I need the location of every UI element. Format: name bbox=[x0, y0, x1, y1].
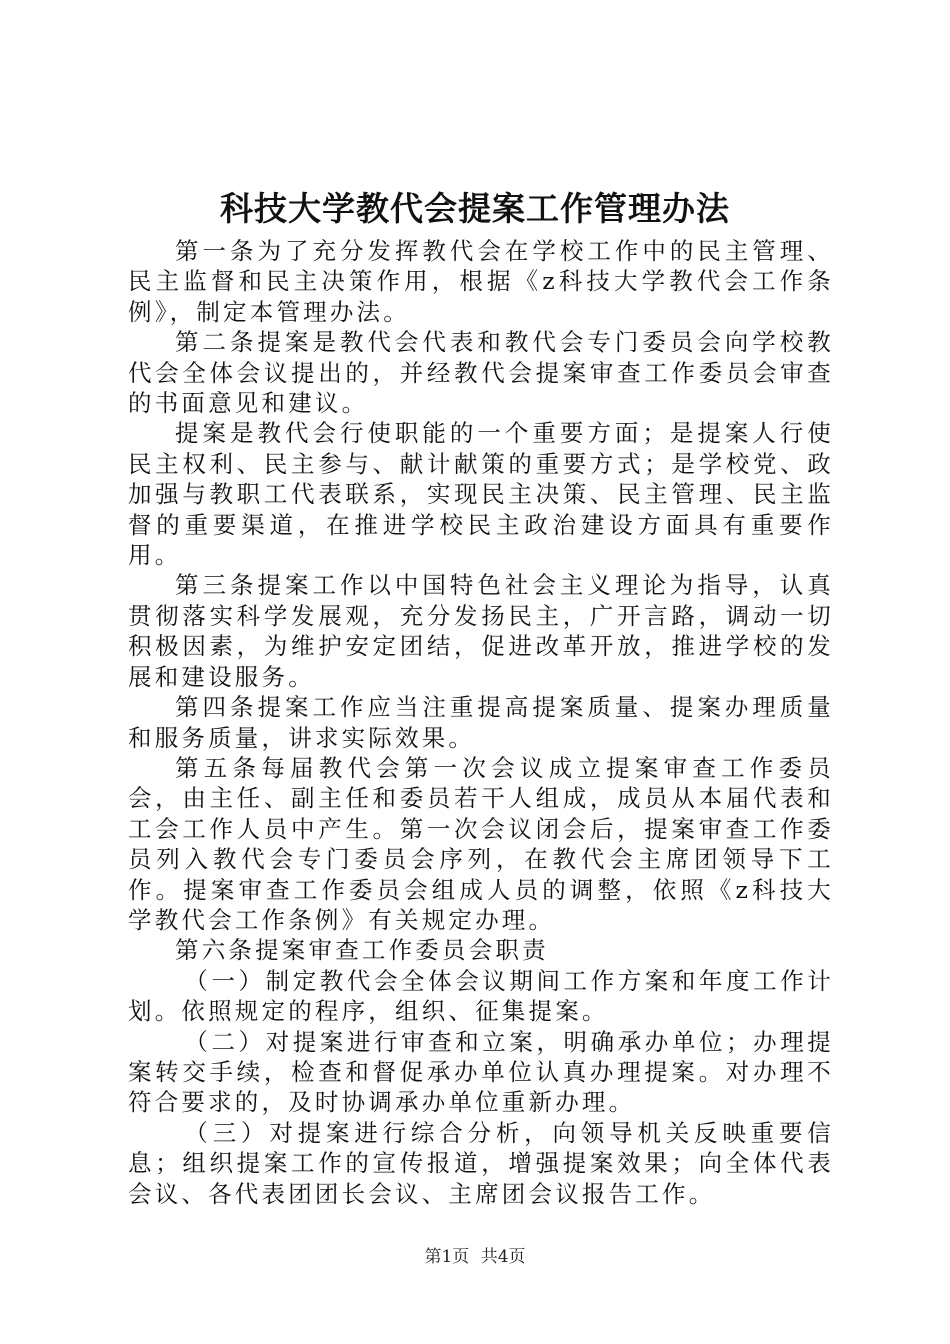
paragraph-item-2: （二）对提案进行审查和立案，明确承办单位；办理提案转交手续，检查和督促承办单位认真办理提案。对办理不符合要求的，及时协调承办单位重新办理。 bbox=[128, 1027, 834, 1117]
page-number: 第1页 bbox=[424, 1247, 470, 1267]
paragraph-item-1: （一）制定教代会全体会议期间工作方案和年度工作计划。依照规定的程序，组织、征集提案。 bbox=[128, 966, 834, 1026]
paragraph-article-2-detail: 提案是教代会行使职能的一个重要方面；是提案人行使民主权利、民主参与、献计献策的重要方式；是学校党、政加强与教职工代表联系，实现民主决策、民主管理、民主监督的重要渠道，在推进学校民主政治建设方面具有重要作用。 bbox=[128, 419, 834, 570]
paragraph-item-3: （三）对提案进行综合分析，向领导机关反映重要信息；组织提案工作的宣传报道，增强提案效果；向全体代表会议、各代表团团长会议、主席团会议报告工作。 bbox=[128, 1118, 834, 1208]
page-total: 共4页 bbox=[480, 1247, 526, 1267]
page-footer bbox=[0, 1245, 950, 1269]
paragraph-article-1: 第一条为了充分发挥教代会在学校工作中的民主管理、民主监督和民主决策作用，根据《z科技大学教代会工作条例》，制定本管理办法。 bbox=[128, 237, 834, 326]
paragraph-article-5: 第五条每届教代会第一次会议成立提案审查工作委员会，由主任、副主任和委员若干人组成，成员从本届代表和工会工作人员中产生。第一次会议闭会后，提案审查工作委员列入教代会专门委员会序列，在教代会主席团领导下工作。提案审查工作委员会组成人员的调整，依照《z科技大学教代会工作条例》有关规定办理。 bbox=[128, 753, 834, 934]
paragraph-article-6: 第六条提案审查工作委员会职责 bbox=[175, 936, 549, 965]
document-body bbox=[128, 236, 834, 1209]
paragraph-article-4: 第四条提案工作应当注重提高提案质量、提案办理质量和服务质量，讲求实际效果。 bbox=[128, 693, 834, 752]
document-title: 科技大学教代会提案工作管理办法 bbox=[220, 189, 730, 228]
paragraph-article-2: 第二条提案是教代会代表和教代会专门委员会向学校教代会全体会议提出的，并经教代会提案审查工作委员会审查的书面意见和建议。 bbox=[128, 328, 834, 418]
paragraph-article-3: 第三条提案工作以中国特色社会主义理论为指导，认真贯彻落实科学发展观，充分发扬民主，广开言路，调动一切积极因素，为维护安定团结，促进改革开放，推进学校的发展和建设服务。 bbox=[128, 571, 834, 691]
